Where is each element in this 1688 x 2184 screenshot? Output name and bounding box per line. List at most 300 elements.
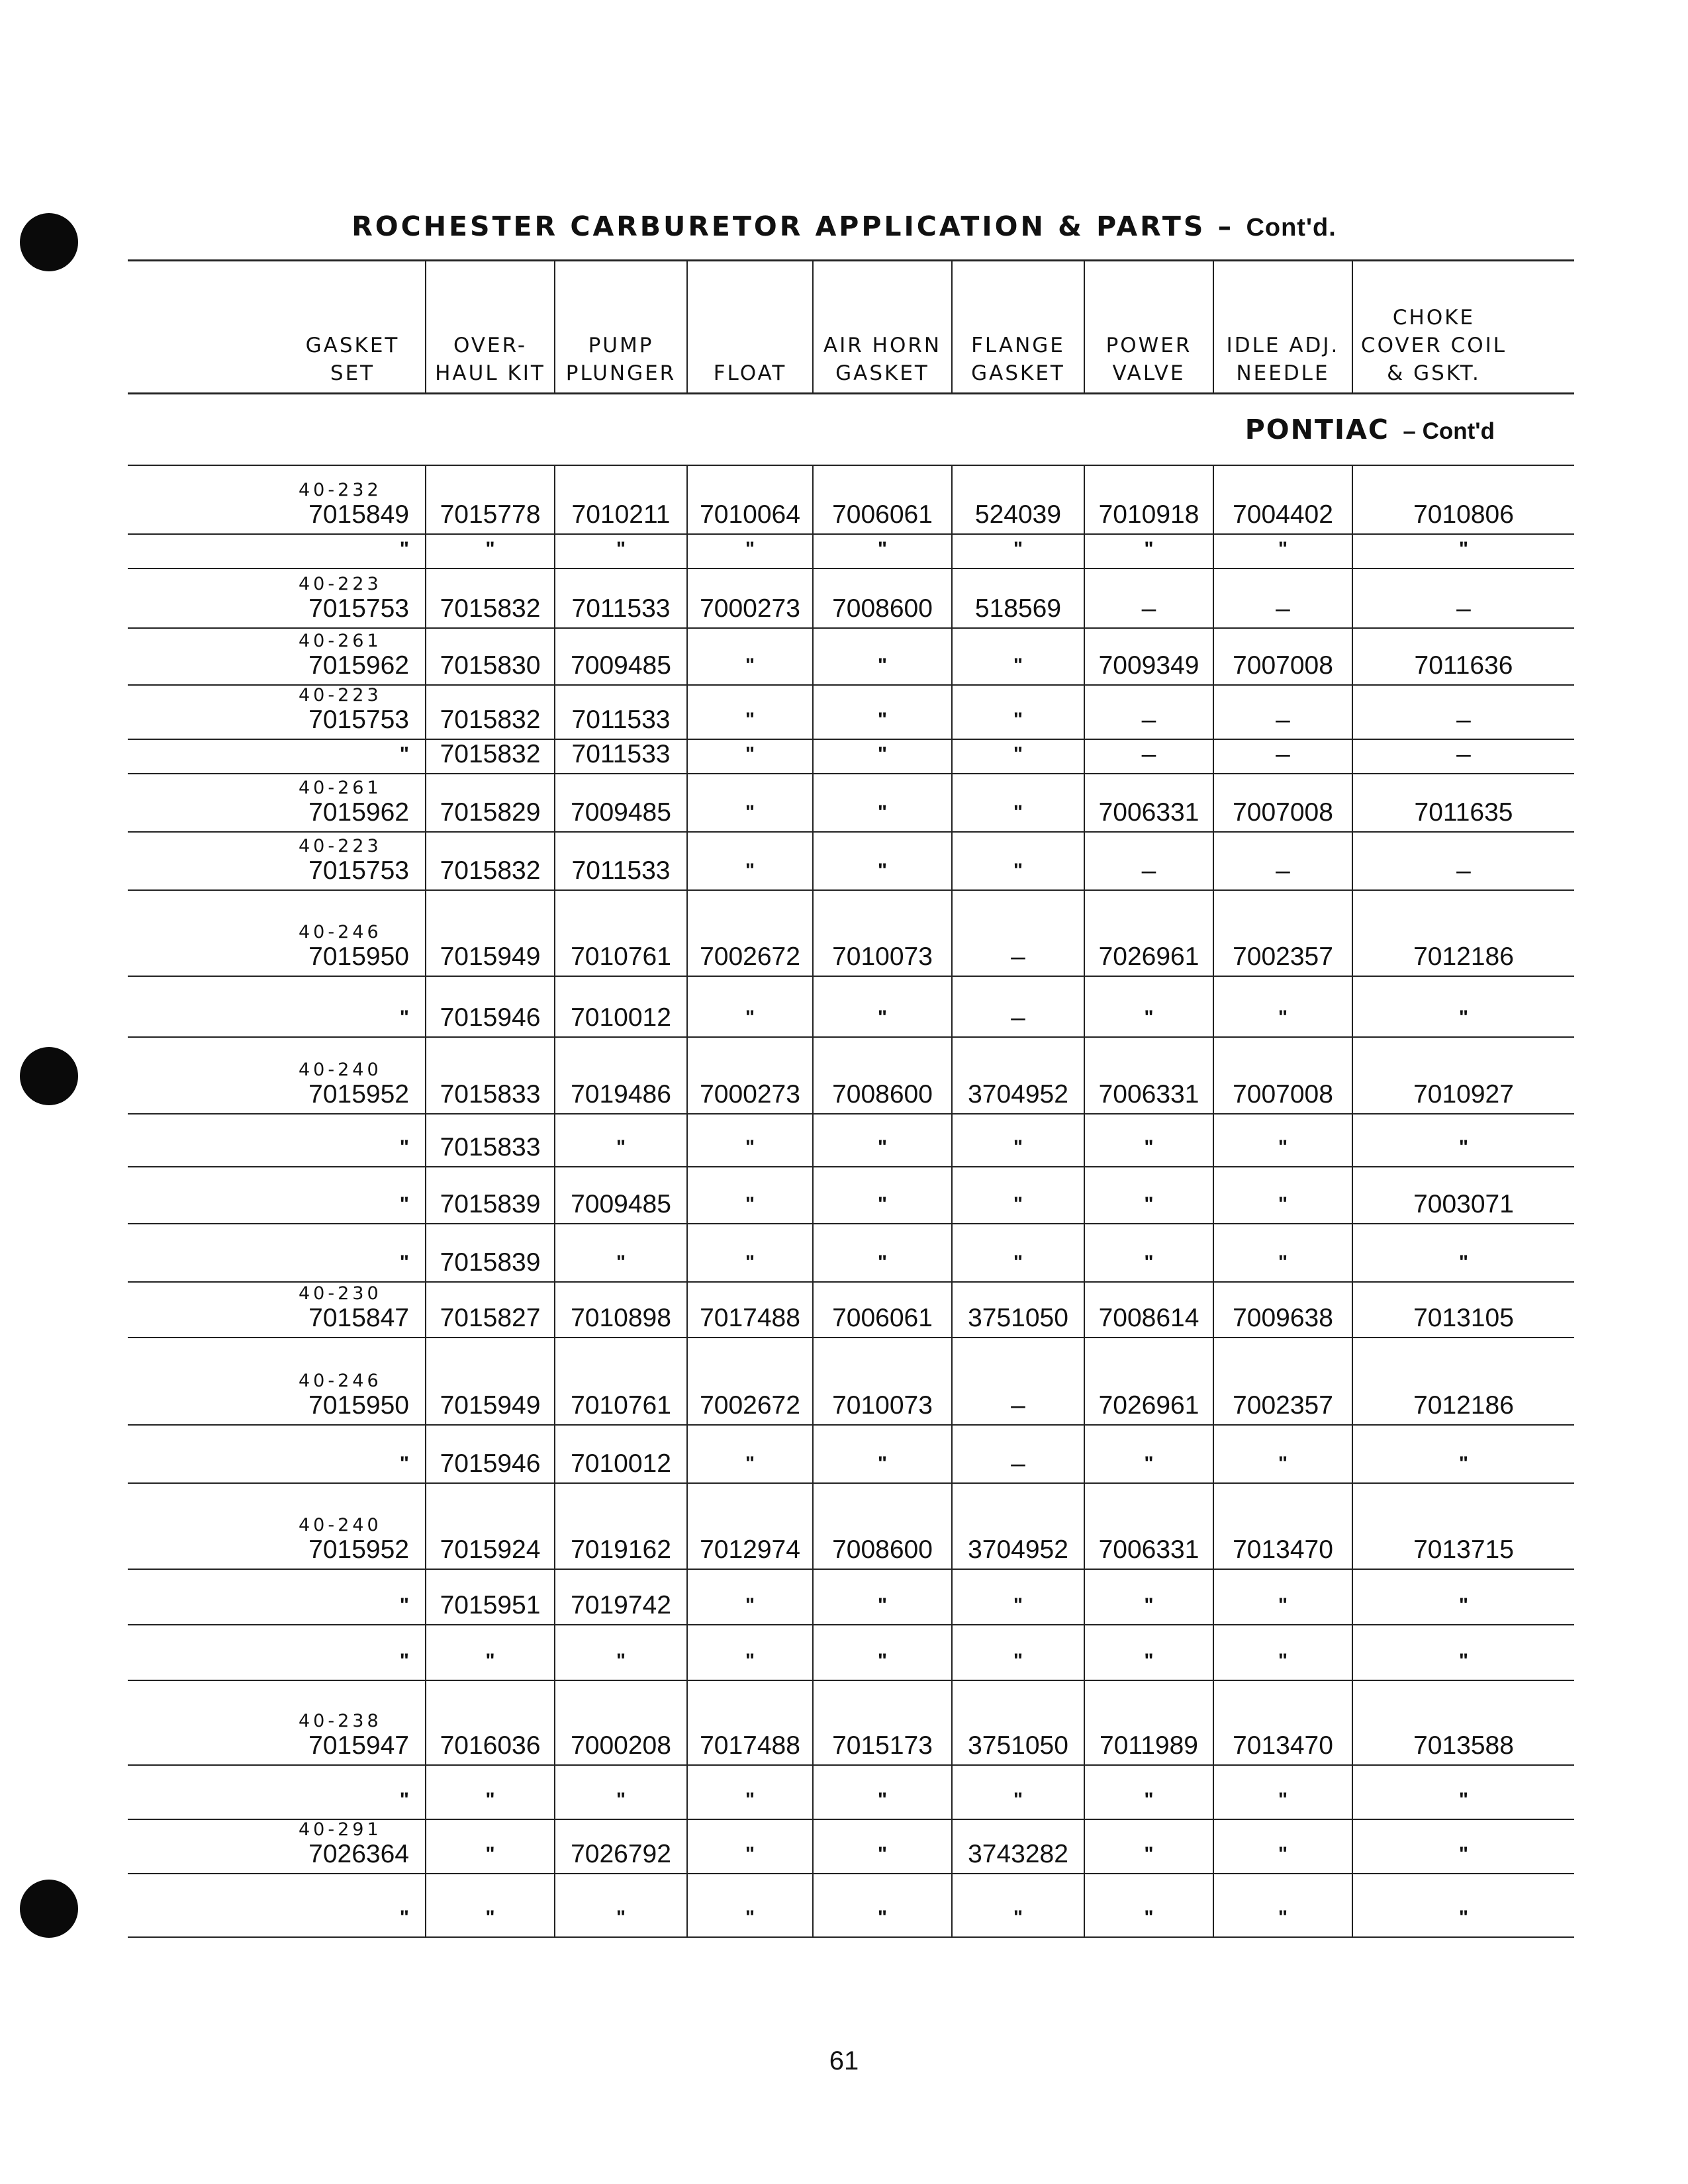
table-cell: [1084, 1680, 1213, 1765]
table-cell: [687, 1282, 813, 1338]
table-cell: [426, 1483, 555, 1569]
cell-value: ": [399, 1193, 409, 1215]
table-cell: [813, 1765, 952, 1819]
cell-value: ": [1013, 1650, 1023, 1672]
table-cell: [555, 685, 687, 739]
cell-value: 7015949: [440, 942, 541, 971]
table-row: [128, 569, 1574, 628]
cell-value: –: [1141, 705, 1156, 734]
cell-value: 7015949: [440, 1391, 541, 1420]
table-cell: [426, 1224, 555, 1282]
table-cell: [1352, 832, 1574, 890]
cell-value: 7010918: [1098, 500, 1199, 529]
table-cell: [555, 739, 687, 774]
cell-value: ": [745, 1251, 755, 1273]
cell-value: 7026961: [1098, 942, 1199, 971]
table-cell: [1352, 1224, 1574, 1282]
table-cell: [1084, 1569, 1213, 1625]
table-cell: [952, 465, 1084, 534]
cell-value: 7013588: [1413, 1731, 1514, 1760]
binder-hole: [20, 1880, 78, 1938]
table-cell: [426, 1338, 555, 1425]
table-cell: [1352, 1037, 1574, 1114]
cell-value: –: [1141, 856, 1156, 885]
table-cell: [1213, 1167, 1352, 1224]
table-cell: [128, 1765, 426, 1819]
cell-value: ": [877, 1789, 888, 1811]
gasket-set-number: 40-223: [299, 836, 382, 856]
cell-value: ": [399, 1251, 409, 1273]
table-cell: [426, 1425, 555, 1483]
cell-value: ": [877, 1594, 888, 1616]
cell-value: –: [1141, 594, 1156, 623]
table-cell: [1352, 1167, 1574, 1224]
table-cell: [1084, 739, 1213, 774]
cell-value: 7006331: [1098, 1535, 1199, 1564]
title-main: ROCHESTER CARBURETOR APPLICATION & PARTS: [352, 210, 1206, 242]
cell-value: 7013470: [1233, 1535, 1333, 1564]
col-header-power-valve: POWER VALVE: [1084, 261, 1213, 394]
table-cell: [813, 465, 952, 534]
cell-value: 7015924: [440, 1535, 541, 1564]
cell-value: 7015950: [308, 942, 409, 971]
cell-value: ": [1013, 1251, 1023, 1273]
cell-value: 7011533: [571, 594, 671, 623]
cell-value: 7002357: [1233, 942, 1333, 971]
table-cell: [952, 1765, 1084, 1819]
table-cell: [426, 628, 555, 685]
table-cell: [555, 534, 687, 569]
gasket-set-number: 40-223: [299, 685, 382, 705]
cell-value: ": [1458, 1789, 1469, 1811]
cell-value: ": [1278, 1453, 1288, 1475]
table-row: [128, 1625, 1574, 1680]
table-cell: [128, 1114, 426, 1167]
cell-value: 518569: [974, 594, 1062, 623]
cell-value: ": [1013, 1136, 1023, 1158]
table-cell: [128, 1819, 426, 1874]
cell-value: 7015849: [308, 500, 409, 529]
cell-value: ": [877, 1007, 888, 1028]
table-cell: [952, 1874, 1084, 1937]
table-cell: [1213, 1282, 1352, 1338]
cell-value: ": [399, 538, 409, 560]
table-cell: [555, 1167, 687, 1224]
gasket-set-number: 40-291: [299, 1819, 382, 1840]
cell-value: ": [1458, 1650, 1469, 1672]
cell-value: ": [1144, 1843, 1154, 1865]
table-cell: [813, 774, 952, 832]
cell-value: 7004402: [1233, 500, 1333, 529]
table-cell: [1084, 685, 1213, 739]
table-cell: [1213, 685, 1352, 739]
table-cell: [813, 1483, 952, 1569]
table-cell: [687, 1874, 813, 1937]
table-cell: [687, 1224, 813, 1282]
table-row: [128, 1338, 1574, 1425]
cell-value: –: [1011, 1391, 1025, 1420]
table-cell: [687, 1167, 813, 1224]
binder-hole: [20, 1047, 78, 1105]
cell-value: 7010073: [832, 1391, 933, 1420]
table-cell: [687, 739, 813, 774]
cell-value: ": [616, 1907, 626, 1929]
table-cell: [555, 976, 687, 1037]
cell-value: ": [485, 538, 495, 560]
table-cell: [1213, 1425, 1352, 1483]
cell-value: ": [1144, 1251, 1154, 1273]
cell-value: 7010211: [571, 500, 671, 529]
section-heading: [128, 394, 1574, 466]
cell-value: ": [485, 1907, 495, 1929]
cell-value: ": [1458, 1007, 1469, 1028]
table-cell: [1352, 890, 1574, 976]
table-cell: [813, 832, 952, 890]
cell-value: ": [1278, 1007, 1288, 1028]
cell-value: ": [745, 1843, 755, 1865]
cell-value: ": [399, 1650, 409, 1672]
cell-value: 7007008: [1233, 651, 1333, 680]
cell-value: ": [745, 655, 755, 676]
cell-value: 7009485: [571, 798, 671, 827]
table-cell: [555, 890, 687, 976]
table-cell: [128, 569, 426, 628]
table-cell: [1352, 739, 1574, 774]
table-cell: [555, 465, 687, 534]
table-cell: [128, 739, 426, 774]
cell-value: ": [745, 1907, 755, 1929]
cell-value: –: [1141, 740, 1156, 768]
cell-value: ": [1278, 1594, 1288, 1616]
gasket-set-number: 40-240: [299, 1515, 382, 1535]
cell-value: –: [1011, 1449, 1025, 1478]
cell-value: 7010012: [571, 1003, 671, 1032]
table-cell: [555, 1037, 687, 1114]
table-cell: [687, 1765, 813, 1819]
table-cell: [813, 1819, 952, 1874]
table-cell: [687, 1114, 813, 1167]
cell-value: ": [1144, 1907, 1154, 1929]
table-row: [128, 1425, 1574, 1483]
table-cell: [128, 1874, 426, 1937]
parts-table: [128, 259, 1574, 1938]
table-cell: [687, 1425, 813, 1483]
parts-rows: [128, 465, 1574, 1937]
cell-value: ": [877, 1136, 888, 1158]
table-cell: [426, 1037, 555, 1114]
cell-value: ": [616, 538, 626, 560]
table-cell: [687, 1338, 813, 1425]
table-cell: [1084, 774, 1213, 832]
table-cell: [813, 1625, 952, 1680]
table-cell: [426, 739, 555, 774]
table-cell: [1213, 1625, 1352, 1680]
cell-value: 7015832: [440, 856, 541, 885]
cell-value: 7002672: [700, 942, 800, 971]
table-cell: [687, 976, 813, 1037]
cell-value: 7016036: [440, 1731, 541, 1760]
table-cell: [813, 1282, 952, 1338]
table-cell: [426, 1765, 555, 1819]
table-cell: [1213, 1037, 1352, 1114]
table-cell: [952, 1282, 1084, 1338]
cell-value: ": [745, 1789, 755, 1811]
table-cell: [1213, 976, 1352, 1037]
cell-value: 7017488: [700, 1731, 800, 1760]
table-cell: [1213, 534, 1352, 569]
table-cell: [1084, 628, 1213, 685]
table-cell: [128, 1037, 426, 1114]
table-cell: [1352, 1680, 1574, 1765]
cell-value: ": [399, 743, 409, 765]
table-cell: [952, 1819, 1084, 1874]
table-cell: [952, 1625, 1084, 1680]
cell-value: 7011533: [571, 740, 671, 768]
table-cell: [1352, 569, 1574, 628]
table-cell: [555, 1483, 687, 1569]
table-row: [128, 739, 1574, 774]
gasket-set-number: 40-230: [299, 1283, 382, 1304]
table-cell: [687, 1819, 813, 1874]
table-cell: [1352, 685, 1574, 739]
table-cell: [813, 890, 952, 976]
table-cell: [128, 1167, 426, 1224]
cell-value: 7015952: [308, 1535, 409, 1564]
table-cell: [952, 739, 1084, 774]
table-cell: [426, 1625, 555, 1680]
cell-value: ": [877, 1193, 888, 1215]
table-cell: [1084, 1037, 1213, 1114]
cell-value: 7015962: [308, 798, 409, 827]
gasket-set-number: 40-223: [299, 574, 382, 594]
cell-value: ": [1013, 1193, 1023, 1215]
cell-value: ": [877, 1453, 888, 1475]
table-cell: [687, 465, 813, 534]
cell-value: –: [1456, 740, 1471, 768]
cell-value: 7000208: [571, 1731, 671, 1760]
cell-value: 7015833: [440, 1080, 541, 1109]
gasket-set-number: 40-240: [299, 1060, 382, 1080]
cell-value: 3704952: [968, 1080, 1068, 1109]
cell-value: ": [877, 1907, 888, 1929]
cell-value: ": [485, 1843, 495, 1865]
table-cell: [555, 1338, 687, 1425]
cell-value: ": [399, 1594, 409, 1616]
table-cell: [687, 534, 813, 569]
table-cell: [128, 1680, 426, 1765]
table-cell: [1352, 976, 1574, 1037]
cell-value: ": [1013, 1594, 1023, 1616]
table-cell: [555, 774, 687, 832]
cell-value: ": [616, 1789, 626, 1811]
cell-value: ": [745, 1193, 755, 1215]
cell-value: ": [745, 1594, 755, 1616]
cell-value: 7015753: [308, 856, 409, 885]
table-cell: [426, 1874, 555, 1937]
table-cell: [952, 832, 1084, 890]
gasket-set-number: 40-246: [299, 922, 382, 942]
cell-value: ": [745, 801, 755, 823]
cell-value: 7015962: [308, 651, 409, 680]
table-row: [128, 1765, 1574, 1819]
table-cell: [687, 832, 813, 890]
table-row: [128, 1569, 1574, 1625]
table-cell: [1352, 1765, 1574, 1819]
cell-value: 7002672: [700, 1391, 800, 1420]
cell-value: ": [399, 1453, 409, 1475]
cell-value: –: [1456, 856, 1471, 885]
table-cell: [1352, 1282, 1574, 1338]
cell-value: ": [877, 801, 888, 823]
table-cell: [426, 685, 555, 739]
cell-value: ": [1278, 538, 1288, 560]
table-cell: [813, 1680, 952, 1765]
table-cell: [555, 1224, 687, 1282]
table-cell: [555, 1114, 687, 1167]
cell-value: ": [1013, 801, 1023, 823]
cell-value: ": [1278, 1789, 1288, 1811]
cell-value: ": [745, 1650, 755, 1672]
cell-value: ": [877, 860, 888, 882]
cell-value: ": [745, 860, 755, 882]
title-dash: –: [1217, 210, 1235, 242]
cell-value: 7015832: [440, 740, 541, 768]
table-cell: [1352, 628, 1574, 685]
cell-value: ": [745, 1136, 755, 1158]
table-row: [128, 534, 1574, 569]
cell-value: ": [399, 1789, 409, 1811]
cell-value: 7015778: [440, 500, 541, 529]
cell-value: 7006331: [1098, 1080, 1199, 1109]
cell-value: 7015832: [440, 594, 541, 623]
table-row: [128, 685, 1574, 739]
cell-value: ": [1013, 743, 1023, 765]
cell-value: 7010012: [571, 1449, 671, 1478]
table-cell: [1213, 774, 1352, 832]
table-cell: [952, 685, 1084, 739]
cell-value: 7011533: [571, 856, 671, 885]
table-cell: [426, 534, 555, 569]
table-cell: [952, 628, 1084, 685]
cell-value: ": [877, 1251, 888, 1273]
header-row: [128, 261, 1574, 394]
cell-value: ": [616, 1251, 626, 1273]
table-row: [128, 1483, 1574, 1569]
table-cell: [687, 628, 813, 685]
table-row: [128, 890, 1574, 976]
table-cell: [813, 1167, 952, 1224]
table-cell: [1352, 1819, 1574, 1874]
cell-value: ": [745, 743, 755, 765]
cell-value: 7015952: [308, 1080, 409, 1109]
table-cell: [555, 1765, 687, 1819]
cell-value: ": [877, 1650, 888, 1672]
cell-value: 7007008: [1233, 798, 1333, 827]
cell-value: ": [877, 1843, 888, 1865]
table-cell: [426, 774, 555, 832]
cell-value: ": [1458, 538, 1469, 560]
table-cell: [1084, 832, 1213, 890]
col-header-gasket-set: GASKET SET: [128, 261, 426, 394]
table-cell: [687, 685, 813, 739]
table-cell: [1352, 1425, 1574, 1483]
table-cell: [687, 774, 813, 832]
cell-value: ": [1458, 1453, 1469, 1475]
table-row: [128, 1224, 1574, 1282]
cell-value: 7009485: [571, 651, 671, 680]
table-cell: [555, 1819, 687, 1874]
section-row: [128, 394, 1574, 466]
cell-value: 7000273: [700, 1080, 800, 1109]
table-cell: [952, 1569, 1084, 1625]
col-header-overhaul-kit: OVER- HAUL KIT: [426, 261, 555, 394]
table-cell: [128, 1569, 426, 1625]
table-cell: [687, 890, 813, 976]
table-cell: [952, 890, 1084, 976]
table-cell: [555, 1569, 687, 1625]
table-cell: [952, 976, 1084, 1037]
cell-value: 7015951: [440, 1591, 541, 1619]
cell-value: 7015950: [308, 1391, 409, 1420]
cell-value: 7015830: [440, 651, 541, 680]
table-cell: [813, 1425, 952, 1483]
cell-value: –: [1276, 594, 1290, 623]
cell-value: –: [1011, 942, 1025, 971]
table-cell: [128, 465, 426, 534]
table-row: [128, 1819, 1574, 1874]
cell-value: ": [1013, 1789, 1023, 1811]
table-cell: [1213, 1338, 1352, 1425]
table-cell: [1084, 1425, 1213, 1483]
table-cell: [952, 534, 1084, 569]
cell-value: 7015832: [440, 705, 541, 734]
cell-value: 7015947: [308, 1731, 409, 1760]
cell-value: 7008614: [1098, 1304, 1199, 1332]
table-cell: [555, 569, 687, 628]
table-cell: [1084, 1765, 1213, 1819]
table-cell: [1084, 1114, 1213, 1167]
table-cell: [813, 569, 952, 628]
table-cell: [426, 1569, 555, 1625]
table-cell: [1352, 1114, 1574, 1167]
cell-value: ": [1458, 1136, 1469, 1158]
table-cell: [952, 1114, 1084, 1167]
cell-value: 7010761: [571, 1391, 671, 1420]
table-cell: [952, 774, 1084, 832]
table-cell: [1084, 569, 1213, 628]
cell-value: 7010927: [1413, 1080, 1514, 1109]
table-cell: [426, 1114, 555, 1167]
cell-value: 7015827: [440, 1304, 541, 1332]
table-cell: [128, 1224, 426, 1282]
cell-value: –: [1276, 856, 1290, 885]
cell-value: 7026792: [571, 1840, 671, 1868]
table-cell: [1352, 1338, 1574, 1425]
table-row: [128, 1874, 1574, 1937]
gasket-set-number: 40-246: [299, 1371, 382, 1391]
cell-value: 7015839: [440, 1190, 541, 1218]
cell-value: –: [1011, 1003, 1025, 1032]
table-cell: [1213, 569, 1352, 628]
cell-value: 7015946: [440, 1449, 541, 1478]
table-cell: [1213, 1819, 1352, 1874]
cell-value: 7006331: [1098, 798, 1199, 827]
table-cell: [952, 1425, 1084, 1483]
cell-value: ": [616, 1650, 626, 1672]
cell-value: 7015829: [440, 798, 541, 827]
cell-value: 7015847: [308, 1304, 409, 1332]
table-cell: [952, 1037, 1084, 1114]
